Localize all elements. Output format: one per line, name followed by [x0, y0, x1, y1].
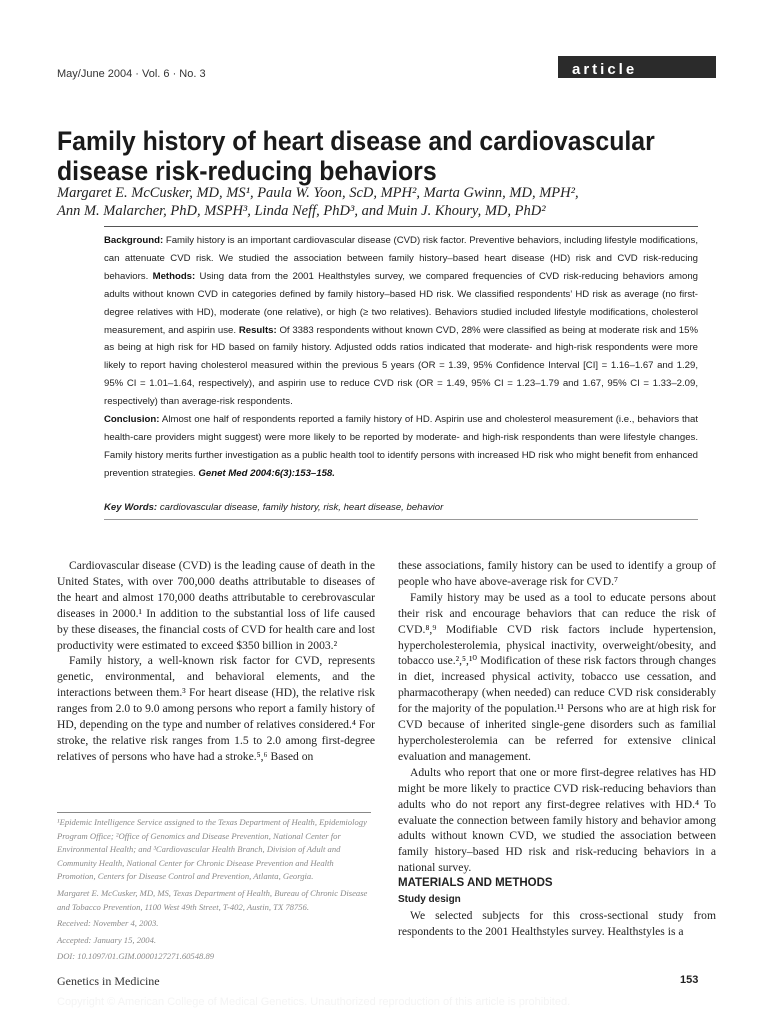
journal-name: Genetics in Medicine [57, 974, 160, 988]
abstract-conclusion-label: Conclusion: [104, 414, 160, 426]
subsection-heading: Study design [398, 894, 461, 906]
footnote-affiliations: ¹Epidemic Intelligence Service assigned to the Texas Department of Health, Epidemiology Program Office; ²Office of Genomics and Disease Prevention, National Center for Environmental Health; and ³Cardiovascular Health Branch, Division of Adult and Community Health, National Center for Chronic Disease Prevention and Health Promotion, Centers for Disease Control and Prevention, Atlanta, Georgia. [57, 817, 367, 882]
body-paragraph: Family history may be used as a tool to educate persons about their risk and encourage behaviors that can reduce the risk of CVD.⁸,⁹ Modifiable CVD risk factors include hypertension, hypercholesterolemia, physical inactivity, overweight/obesity, and tobacco use.²,⁵,¹⁰ Modification of these risk factors through changes in diet, increased physical activity, tobacco use cessation, and pharmacotherapy (when needed) can reduce CVD risk considerably for the majority of the population.¹¹ Persons who are at high risk for CVD because of inherited single-gene disorders such as familial hypercholesterolemia can be referred for extensive clinical evaluation and management. [398, 590, 716, 763]
keywords-list: cardiovascular disease, family history, risk, heart disease, behavior [159, 502, 444, 513]
abstract-results: Of 3383 respondents without known CVD, 28% were classified as being at moderate risk and 15% as being at high risk for HD based on family history. Adjusted odds ratios indicated that moderate- and high-risk respondents were more likely to report having cholesterol measured within the previous 5 years (OR = 1.39, 95% Confidence Interval [CI] = 1.16–1.67 and 1.29, 95% CI = 1.01–1.64, respectively), and aspirin use to reduce CVD risk (OR = 1.49, 95% CI = 1.23–1.79 and 1.67, 95% CI = 1.33–2.09, respectively) than average-risk respondents. [104, 324, 699, 408]
left-column [57, 558, 375, 765]
issue-info: May/June 2004 · Vol. 6 · No. 3 [57, 68, 206, 80]
right-column [398, 558, 716, 940]
footnote-doi: DOI: 10.1097/01.GIM.0000127271.60548.89 [57, 951, 215, 962]
copyright-notice: Copyright © American College of Medical Genetics. Unauthorized reproduction of this article is prohibited. [57, 996, 571, 1008]
author-line-2: Ann M. Malarcher, PhD, MSPH³, Linda Neff, PhD³, and Muin J. Khoury, MD, PhD² [57, 203, 546, 219]
abstract-conclusion: Almost one half of respondents reported a family history of HD. Aspirin use and cholesterol measurement (i.e., behaviors that health-care providers might suggest) were more likely to be reported by moderate- and high-risk respondents than were lifestyle changes. Family history merits further investigation as a public health tool to identify persons with increased HD risk who might benefit from enhanced prevention strategies. [104, 414, 699, 479]
footnote-received: Received: November 4, 2003. [57, 918, 159, 929]
author-list [57, 184, 717, 220]
abstract-citation: Genet Med 2004:6(3):153–158. [198, 467, 335, 479]
article-badge: article [558, 56, 716, 78]
body-paragraph: We selected subjects for this cross-sectional study from respondents to the 2001 Healthstyles survey. Healthstyles is a [398, 908, 716, 938]
abstract-methods: Using data from the 2001 Healthstyles survey, we compared frequencies of CVD risk-reducing behaviors among adults without known CVD in categories defined by family history–based HD risk. We classified respondents’ HD risk as average (no first-degree relatives with HD), moderate (one relative), or high (≥ two relatives). Behaviors studied included lifestyle modifications, cholesterol measurement, and aspirin use. [104, 270, 698, 336]
section-heading: MATERIALS AND METHODS [398, 877, 553, 890]
body-paragraph: these associations, family history can be used to identify a group of people who have above-average risk for CVD.⁷ [398, 559, 716, 588]
abstract-background: Family history is an important cardiovascular disease (CVD) risk factor. Preventive behaviors, including lifestyle modifications, can attenuate CVD risk. We studied the association between family history–based heart disease (HD) risk and CVD risk-reducing behaviors. [104, 235, 698, 282]
footnote-correspondence: Margaret E. McCusker, MD, MS, Texas Department of Health, Bureau of Chronic Disease and Tobacco Prevention, 1100 West 49th Street, T-402, Austin, TX 78756. [57, 887, 368, 912]
author-line-1: Margaret E. McCusker, MD, MS¹, Paula W. Yoon, ScD, MPH², Marta Gwinn, MD, MPH², [57, 185, 579, 201]
body-paragraph: Cardiovascular disease (CVD) is the leading cause of death in the United States, with over 700,000 deaths attributable to diseases of the heart and almost 170,000 deaths attributable to cerebrovascular diseases in 2000.¹ In addition to the substantial loss of life caused by these diseases, the financial costs of CVD for health care and lost productivity were estimated to exceed $350 billion in 2003.² [57, 559, 375, 652]
footnote-accepted: Accepted: January 15, 2004. [57, 934, 157, 945]
keywords [104, 501, 698, 515]
footnote-rule [57, 812, 371, 813]
keywords-label: Key Words: [104, 502, 158, 513]
abstract-methods-label: Methods: [152, 270, 196, 282]
abstract-top-rule [104, 226, 698, 227]
page-number: 153 [680, 974, 699, 986]
abstract [104, 232, 698, 483]
footnotes [57, 816, 371, 967]
abstract-bottom-rule [104, 519, 698, 520]
article-title: Family history of heart disease and cardiovascular disease risk-reducing behaviors [57, 126, 655, 186]
body-paragraph: Adults who report that one or more first-degree relatives has HD might be more likely to practice CVD risk-reducing behaviors than adults who do not report any first-degree relatives with HD.⁴ To evaluate the connection between family history and behavior among adults without known CVD, we studied the association between family history–based HD risk and risk-reducing behaviors in a national survey. [398, 765, 716, 875]
body-paragraph: Family history, a well-known risk factor for CVD, represents genetic, environmental, and behavioral elements, and the interactions between them.³ For heart disease (HD), the relative risk ranges from 2.0 to 9.0 among persons who report a family history of HD, depending on the type and number of relatives considered.⁴ For stroke, the relative risk ranges from 1.5 to 2.0 among first-degree relatives of persons who have had a stroke.⁵,⁶ Based on [57, 654, 375, 763]
abstract-results-label: Results: [238, 324, 277, 336]
abstract-background-label: Background: [104, 235, 164, 246]
